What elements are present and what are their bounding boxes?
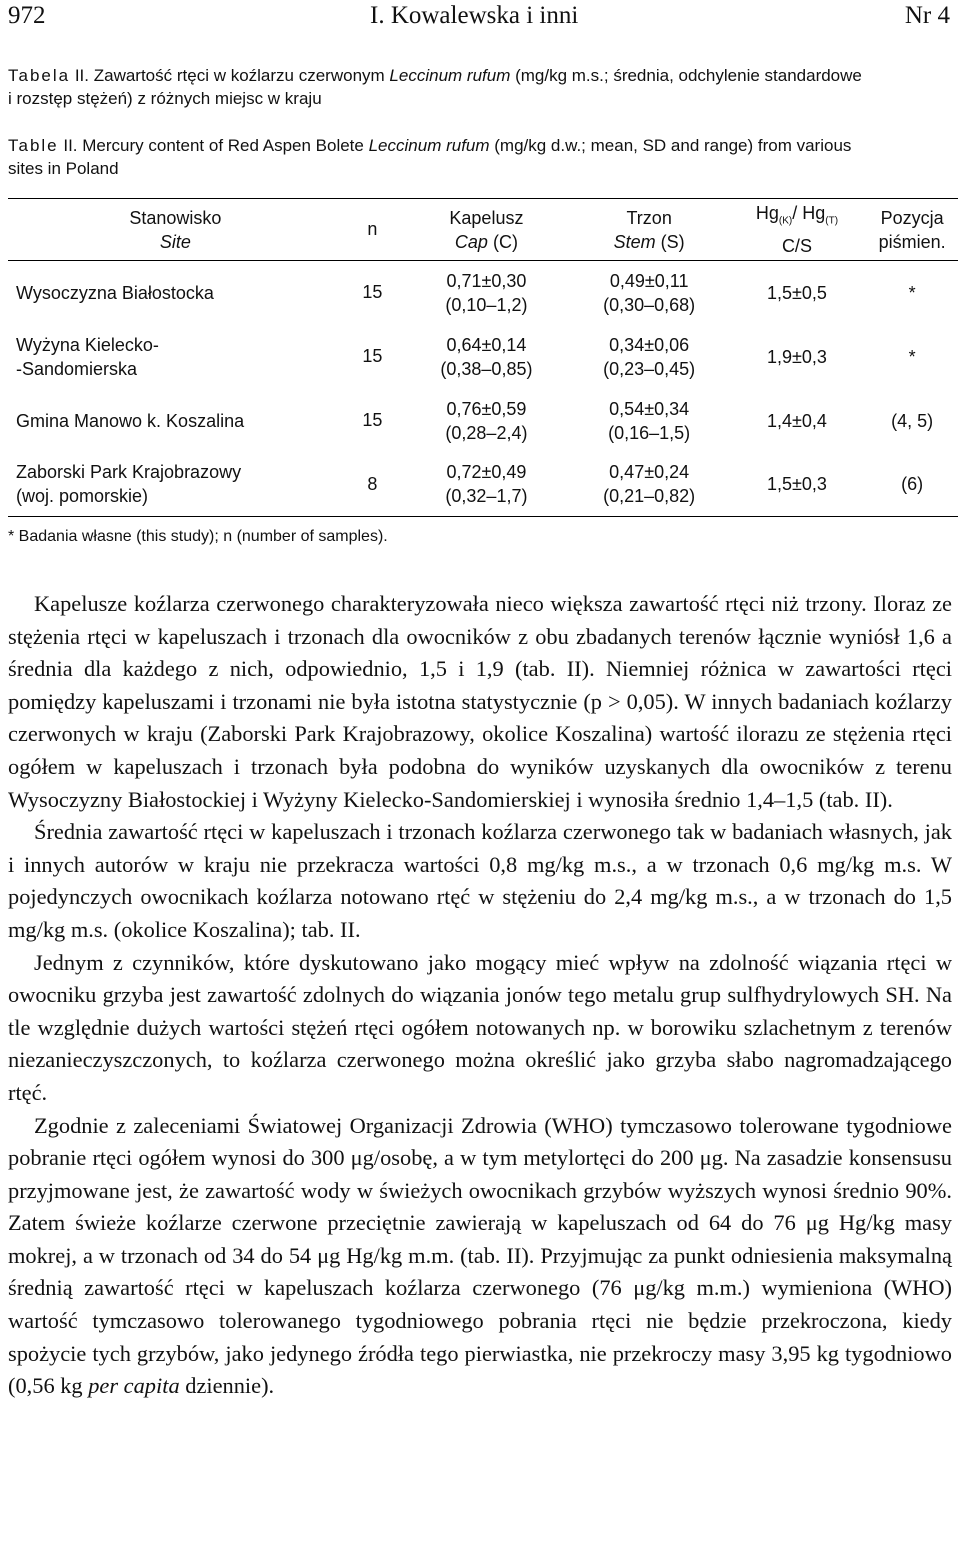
header-pos-1: Pozycja xyxy=(880,207,944,228)
header-site xyxy=(8,199,343,261)
cell-cap xyxy=(402,389,571,453)
header-position xyxy=(866,199,958,261)
header-cap-en-line xyxy=(455,232,518,252)
ratio-sub-t: (T) xyxy=(825,215,839,227)
table-body xyxy=(8,261,958,517)
site-line: Wysoczyzna Białostocka xyxy=(16,282,214,303)
caption-label: Table xyxy=(8,136,59,155)
issue-number: Nr 4 xyxy=(904,2,950,29)
header-stem-en: Stem xyxy=(613,231,656,252)
cell-position: (4, 5) xyxy=(891,410,934,431)
caption-label: Tabela xyxy=(8,66,71,85)
table-footnote: * Badania własne (this study); n (number of samples). xyxy=(8,528,388,545)
header-ratio-formula xyxy=(728,201,867,234)
mercury-table xyxy=(8,198,958,517)
header-cap xyxy=(402,199,571,261)
table-caption-en xyxy=(8,134,958,180)
table-row xyxy=(8,453,958,517)
site-line: (woj. pomorskie) xyxy=(16,486,149,507)
stem-mean: 0,54±0,34 xyxy=(609,398,690,419)
site-line: Wyżyna Kielecko- xyxy=(16,334,159,355)
ratio-sep: / Hg xyxy=(792,203,826,224)
cap-mean: 0,71±0,30 xyxy=(446,270,527,291)
header-ratio xyxy=(728,199,867,261)
cell-ratio: 1,9±0,3 xyxy=(766,346,827,367)
cell-site xyxy=(8,389,343,453)
stem-mean: 0,47±0,24 xyxy=(609,462,690,483)
cell-site xyxy=(8,325,343,389)
cap-mean: 0,64±0,14 xyxy=(446,334,527,355)
caption-species: Leccinum rufum xyxy=(389,66,511,85)
table-row xyxy=(8,261,958,325)
ratio-sub-k: (K) xyxy=(778,215,793,227)
table-caption-pl xyxy=(8,64,958,110)
header-cap-abbr: (C) xyxy=(487,231,518,252)
cell-ratio: 1,5±0,5 xyxy=(766,282,827,303)
cell-n: 15 xyxy=(362,282,383,303)
paragraph: Kapelusze koźlarza czerwonego charakteryzowała nieco większa zawartość rtęci niż trzony. Iloraz ze stężenia rtęci w kapeluszach i trzonach dla owocników z obu zbadanych terenów łącznie wyniósł 1,6 a średnia dla każdego z nich, odpowiednio, 1,5 i 1,9 (tab. II). Niemniej różnica w zawartości rtęci pomiędzy kapeluszami i trzonami nie była istotna statystycznie (p > 0,05). W innych badaniach koźlarzy czerwonych w kraju (Zaborski Park Krajobrazowy, okolice Koszalina) wartość ilorazu ze stężenia rtęci ogółem w kapeluszach i trzonach była podobna do wyników uzyskanych dla owocników z terenu Wysoczyzny Białostockiej i Wyżyny Kielecko-Sandomierskiej i wynosiła średnio 1,4–1,5 (tab. II). xyxy=(8,591,952,812)
stem-range: (0,23–0,45) xyxy=(603,358,696,379)
header-stem-abbr: (S) xyxy=(655,231,685,252)
header-n: n xyxy=(367,219,378,239)
cell-site xyxy=(8,261,343,325)
cell-cap xyxy=(402,453,571,517)
paragraph-text: Zgodnie z zaleceniami Światowej Organizacji Zdrowia (WHO) tymczasowo tolerowane tygodniowe pobranie rtęci ogółem wynosi do 300 μg/osobę, a w tym metylortęci do 200 μg. Na zasadzie konsensusu przyjmowane jest, że zawartość wody w świeżych owocnikach grzybów wyższych wynosi średnio 90%. Zatem świeże koźlarze czerwone przeciętnie zawierają w kapeluszach od 64 do 76 μg Hg/kg masy mokrej, a w trzonach od 34 do 54 μg Hg/kg m.m. (tab. II). Przyjmując za punkt odniesienia maksymalną średnią zawartość rtęci w kapeluszach koźlarza czerwonego (76 μg/kg m.m.) wymieniona (WHO) wartość tymczasowo tolerowanego tygodniowego pobrania rtęci nie będzie przekroczona, kiedy spożycie tych grzybów, jako jedynego źródła tego pierwiastka, nie przekroczy masy 3,95 kg tygodniowo (0,56 kg xyxy=(8,1112,952,1399)
body-text xyxy=(8,588,952,1403)
cap-mean: 0,76±0,59 xyxy=(446,398,527,419)
cap-range: (0,10–1,2) xyxy=(445,294,528,315)
site-line: -Sandomierska xyxy=(16,358,138,379)
header-cap-en: Cap xyxy=(454,231,488,252)
stem-range: (0,21–0,82) xyxy=(603,486,696,507)
cell-stem xyxy=(571,453,728,517)
running-authors: I. Kowalewska i inni xyxy=(370,2,579,29)
cap-range: (0,38–0,85) xyxy=(440,358,533,379)
header-stem xyxy=(571,199,728,261)
table-header xyxy=(8,199,958,261)
caption-text: II. Zawartość rtęci w koźlarzu czerwonym xyxy=(70,66,390,85)
table-row xyxy=(8,325,958,389)
paragraph: Średnia zawartość rtęci w kapeluszach i trzonach koźlarza czerwonego tak w badaniach własnych, jak i innych autorów w kraju nie przekracza wartości 0,8 mg/kg m.s., a w trzonach 0,6 mg/kg m.s. W pojedynczych owocnikach koźlarza notowano rtęć w stężeniu do 2,4 mg/kg m.s., a w trzonach do 1,5 mg/kg m.s. (okolice Koszalina); tab. II. xyxy=(8,819,952,942)
cap-range: (0,32–1,7) xyxy=(445,486,528,507)
cap-range: (0,28–2,4) xyxy=(445,422,528,443)
cap-mean: 0,72±0,49 xyxy=(446,462,527,483)
site-line: Zaborski Park Krajobrazowy xyxy=(16,462,242,483)
header-stem-pl: Trzon xyxy=(626,207,672,228)
paragraph-text: dziennie). xyxy=(179,1373,275,1399)
caption-species: Leccinum rufum xyxy=(368,136,490,155)
stem-range: (0,30–0,68) xyxy=(603,294,696,315)
header-pos-2: piśmien. xyxy=(878,231,946,252)
cell-cap xyxy=(402,325,571,389)
paragraph: Jednym z czynników, które dyskutowano jako mogący mieć wpływ na zdolność wiązania rtęci w owocniku grzyba jest zawartość zdolnych do wiązania jonów tego metalu grup sulfhydrylowych SH. Na tle względnie dużych wartości stężeń rtęci ogółem notowanych np. w borowiku szlachetnym z terenów niezanieczyszczonych, to koźlarza czerwonego można określić jako grzyba słabo nagromadzającego rtęć. xyxy=(8,949,952,1105)
caption-text: i rozstęp stężeń) z różnych miejsc w kraju xyxy=(8,89,322,108)
caption-text: (mg/kg d.w.; mean, SD and range) from various xyxy=(489,136,852,155)
caption-text: II. Mercury content of Red Aspen Bolete xyxy=(58,136,369,155)
cell-site xyxy=(8,453,343,517)
header-site-en: Site xyxy=(159,231,191,252)
caption-text: sites in Poland xyxy=(8,159,119,178)
page-header xyxy=(8,0,950,36)
cell-stem xyxy=(571,325,728,389)
cell-ratio: 1,5±0,3 xyxy=(766,474,827,495)
header-cap-pl: Kapelusz xyxy=(449,207,524,228)
caption-text: (mg/kg m.s.; średnia, odchylenie standardowe xyxy=(510,66,862,85)
cell-n: 15 xyxy=(362,410,383,430)
header-site-pl: Stanowisko xyxy=(129,207,222,228)
ratio-hg: Hg xyxy=(755,203,779,224)
paragraph xyxy=(8,1110,952,1403)
header-ratio-cs: C/S xyxy=(781,235,812,256)
cell-stem xyxy=(571,389,728,453)
cell-ratio: 1,4±0,4 xyxy=(766,410,827,431)
site-line: Gmina Manowo k. Koszalina xyxy=(16,410,245,431)
paragraph-italic: per capita xyxy=(88,1373,180,1399)
cell-stem xyxy=(571,261,728,325)
table-header-row xyxy=(8,199,958,261)
cell-position: * xyxy=(908,282,916,303)
cell-position: (6) xyxy=(901,474,924,495)
cell-n: 8 xyxy=(367,473,378,494)
header-stem-en-line xyxy=(614,232,685,252)
cell-position: * xyxy=(908,346,916,367)
cell-cap xyxy=(402,261,571,325)
cell-n: 15 xyxy=(362,346,383,366)
stem-mean: 0,49±0,11 xyxy=(609,270,689,291)
page-number: 972 xyxy=(8,2,46,29)
table-row xyxy=(8,389,958,453)
stem-range: (0,16–1,5) xyxy=(608,422,691,443)
stem-mean: 0,34±0,06 xyxy=(609,334,690,355)
